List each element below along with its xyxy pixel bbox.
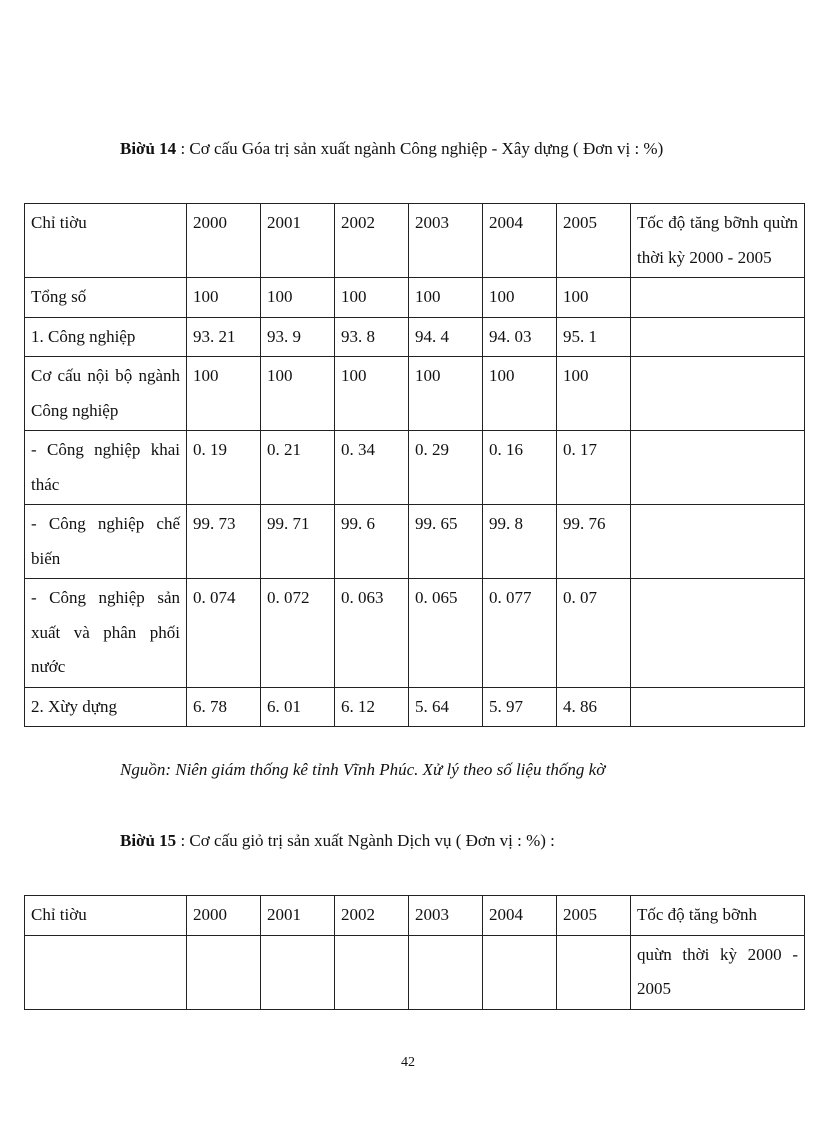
table-cell: 93. 8 [335,317,409,357]
table-cell: 93. 9 [261,317,335,357]
table-header-row [25,896,805,936]
table-cell: 93. 21 [187,317,261,357]
caption-label: Biờủ 15 [120,831,177,850]
table-cell: 0. 077 [483,579,557,688]
header-cell: Tốc độ tăng bỡnh quừn thời kỳ 2000 - 2005 [631,204,805,278]
table-header-row [25,204,805,278]
table-cell: 100 [335,278,409,318]
page-number: 42 [401,1055,415,1070]
table-cell: 99. 6 [335,505,409,579]
table-cell: 100 [409,357,483,431]
header-cell: 2005 [557,204,631,278]
header-cell: 2003 [409,204,483,278]
table-cell [631,278,805,318]
table-cell: 0. 07 [557,579,631,688]
table-cell: 5. 97 [483,687,557,727]
table-14-caption [120,132,720,166]
table-cell: 0. 16 [483,431,557,505]
header-cell: Chỉ tiờu [25,204,187,278]
table-row [25,317,805,357]
header-cell: 2000 [187,896,261,936]
table-cell: 99. 76 [557,505,631,579]
table-cell: 100 [187,357,261,431]
table-cell: 1. Công nghiệp [25,317,187,357]
header-cell: 2004 [483,204,557,278]
table-cell: - Công nghiệp chế biến [25,505,187,579]
table-cell: 2. Xừy dựng [25,687,187,727]
table-cell: 100 [483,278,557,318]
header-cell: Chỉ tiờu [25,896,187,936]
table-cell [631,505,805,579]
table-cell [409,935,483,1009]
table-cell: 100 [557,357,631,431]
table-cell: 95. 1 [557,317,631,357]
table-15 [24,895,805,1010]
table-cell: 0. 21 [261,431,335,505]
table-cell [25,935,187,1009]
caption-text: : Cơ cấu giỏ trị sản xuất Ngành Dịch vụ ( Đơn vị : %) : [176,831,555,850]
header-cell: 2001 [261,896,335,936]
table-cell: 99. 71 [261,505,335,579]
table-cell: 6. 78 [187,687,261,727]
table-cell: 94. 4 [409,317,483,357]
table-cell: quừn thời kỳ 2000 - 2005 [631,935,805,1009]
table-cell: 100 [409,278,483,318]
table-cell [631,357,805,431]
table-cell: Cơ cấu nội bộ ngành Công nghiệp [25,357,187,431]
table-cell: 99. 73 [187,505,261,579]
header-cell: 2002 [335,896,409,936]
table-15-caption [120,824,720,858]
table-cell: Tổng số [25,278,187,318]
table-14 [24,203,805,727]
table-cell: 99. 65 [409,505,483,579]
table-cell: 100 [557,278,631,318]
table-cell: 0. 072 [261,579,335,688]
table-cell: 94. 03 [483,317,557,357]
table-cell [631,687,805,727]
table-row [25,357,805,431]
table-cell: - Công nghiệp khai thác [25,431,187,505]
table-cell [631,431,805,505]
table-cell: 100 [261,278,335,318]
header-cell: 2000 [187,204,261,278]
header-cell: 2003 [409,896,483,936]
table-row [25,505,805,579]
caption-text: : Cơ cấu Góa trị sản xuất ngành Công nghiệp - Xây dựng ( Đơn vị : %) [176,139,664,158]
table-cell: 99. 8 [483,505,557,579]
header-cell: 2001 [261,204,335,278]
table-cell [187,935,261,1009]
table-cell: 100 [335,357,409,431]
header-cell: 2005 [557,896,631,936]
table-cell: 0. 29 [409,431,483,505]
table-row [25,431,805,505]
table-cell: 0. 074 [187,579,261,688]
table-cell: 0. 19 [187,431,261,505]
table-cell: - Công nghiệp sản xuất và phân phối nước [25,579,187,688]
table-row [25,935,805,1009]
table-cell: 0. 063 [335,579,409,688]
table-row [25,579,805,688]
header-cell: Tốc độ tăng bỡnh [631,896,805,936]
table-row [25,278,805,318]
table-cell: 6. 01 [261,687,335,727]
table-cell [483,935,557,1009]
table-row [25,687,805,727]
table-cell: 0. 34 [335,431,409,505]
table-cell: 6. 12 [335,687,409,727]
header-cell: 2004 [483,896,557,936]
table-cell [631,317,805,357]
table-cell: 100 [187,278,261,318]
caption-label: Biờủ 14 [120,139,177,158]
header-cell: 2002 [335,204,409,278]
table-cell: 0. 065 [409,579,483,688]
source-note: Nguồn: Niên giám thống kê tỉnh Vĩnh Phúc. Xử lý theo số liệu thống kờ [120,760,606,779]
table-cell: 4. 86 [557,687,631,727]
table-cell: 5. 64 [409,687,483,727]
table-cell [557,935,631,1009]
table-cell: 0. 17 [557,431,631,505]
table-cell: 100 [261,357,335,431]
table-cell [631,579,805,688]
table-cell [335,935,409,1009]
table-cell: 100 [483,357,557,431]
table-cell [261,935,335,1009]
